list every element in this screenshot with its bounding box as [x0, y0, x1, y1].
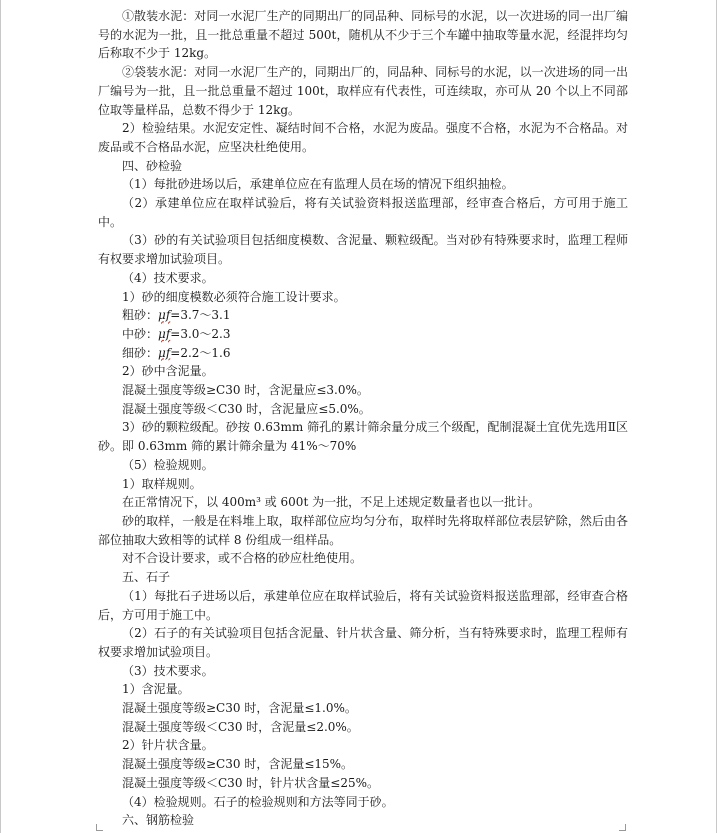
fineness-range: =3.0～2.3 [170, 326, 231, 341]
grade-label: 细砂： [122, 345, 159, 360]
paragraph: 2）针片状含量。 [122, 738, 214, 753]
grade-label: 粗砂： [122, 308, 159, 323]
paragraph: （3）技术要求。 [122, 663, 214, 678]
paragraph: 2）检验结果。水泥安定性、凝结时间不合格，水泥为废品。强度不合格，水泥为不合格品。对废品或不合格品水泥，应坚决杜绝使用。 [98, 121, 628, 154]
paragraph: 四、砂检验 [122, 158, 183, 173]
fineness-symbol: μf [158, 326, 171, 341]
paragraph: （5）检验规则。 [122, 457, 214, 472]
page-corner-mark [619, 824, 626, 831]
paragraph [98, 306, 628, 325]
paragraph: 混凝土强度等级≥C30 时，含泥量应≤3.0%。 [122, 383, 369, 398]
paragraph: 1）取样规则。 [122, 476, 202, 491]
paragraph: 砂的取样，一般是在料堆上取，取样部位应均匀分布，取样时先将取样部位表层铲除，然后由各部位抽取大致相等的试样 8 份组成一组样品。 [98, 513, 628, 547]
paragraph: ②袋装水泥：对同一水泥厂生产的，同期出厂的，同品种、同标号的水泥，以一次进场的同一出厂编号为一批，且一批总重量不超过 100t，取样应有代表性，可连续取，亦可从 20 个以上不同部位取等量样品，总数不得少于 12kg。 [98, 65, 628, 117]
paragraph: 2）砂中含泥量。 [122, 364, 214, 379]
paragraph: （1）每批石子进场以后，承建单位应在取样试验后，将有关试验资料报送监理部，经审查合格后，方可用于施工中。 [98, 588, 628, 622]
paragraph: 混凝土强度等级＜C30 时，含泥量≤2.0%。 [122, 719, 359, 734]
paragraph: 3）砂的颗粒级配。砂按 0.63mm 筛孔的累计筛余量分成三个级配，配制混凝土宜优先选用Ⅱ区砂。即 0.63mm 筛的累计筛余量为 41%～70% [98, 420, 628, 454]
paragraph: 对不合设计要求，或不合格的砂应杜绝使用。 [122, 551, 363, 566]
paragraph: 混凝土强度等级≥C30 时，含泥量≤1.0%。 [122, 701, 357, 716]
paragraph: 混凝土强度等级≥C30 时，含泥量≤15%。 [122, 757, 354, 772]
paragraph: （4）检验规则。石子的检验规则和方法等同于砂。 [122, 794, 394, 809]
paragraph: 1）砂的细度模数必须符合施工设计要求。 [122, 289, 346, 304]
paragraph: 六、钢筋检验 [122, 813, 195, 828]
fineness-symbol: μf [158, 345, 171, 360]
paragraph [98, 344, 628, 363]
paragraph: （2）石子的有关试验项目包括含泥量、针片状含量、筛分析，当有特殊要求时，监理工程师有权要求增加试验项目。 [98, 626, 628, 659]
paragraph: （3）砂的有关试验项目包括细度模数、含泥量、颗粒级配。当对砂有特殊要求时，监理工程师有权要求增加试验项目。 [98, 233, 628, 267]
fineness-range: =3.7～3.1 [170, 308, 231, 323]
paragraph: （4）技术要求。 [122, 270, 214, 285]
fineness-symbol: μf [158, 308, 171, 323]
paragraph: 五、石子 [122, 570, 171, 585]
paragraph: ①散装水泥：对同一水泥厂生产的同期出厂的同品种、同标号的水泥，以一次进场的同一出厂编号的水泥为一批，且一批总重量不超过 500t，随机从不少于三个车罐中抽取等量水泥，经混拌均匀后称取不少于 12kg。 [98, 9, 628, 61]
paragraph [98, 325, 628, 344]
grade-label: 中砂： [122, 326, 159, 341]
fineness-range: =2.2～1.6 [170, 345, 231, 360]
paragraph: 1）含泥量。 [122, 682, 190, 697]
paragraph: 混凝土强度等级＜C30 时，针片状含量≤25%。 [122, 775, 379, 790]
page-corner-mark [96, 824, 103, 831]
paragraph: （2）承建单位应在取样试验后，将有关试验资料报送监理部，经审查合格后，方可用于施工中。 [98, 196, 628, 229]
paragraph: 混凝土强度等级＜C30 时，含泥量应≤5.0%。 [122, 401, 371, 416]
document-body [98, 7, 628, 830]
paragraph: （1）每批砂进场以后，承建单位应在有监理人员在场的情况下组织抽检。 [122, 177, 514, 192]
paragraph: 在正常情况下，以 400m³ 或 600t 为一批，不足上述规定数量者也以一批计。 [122, 495, 541, 510]
